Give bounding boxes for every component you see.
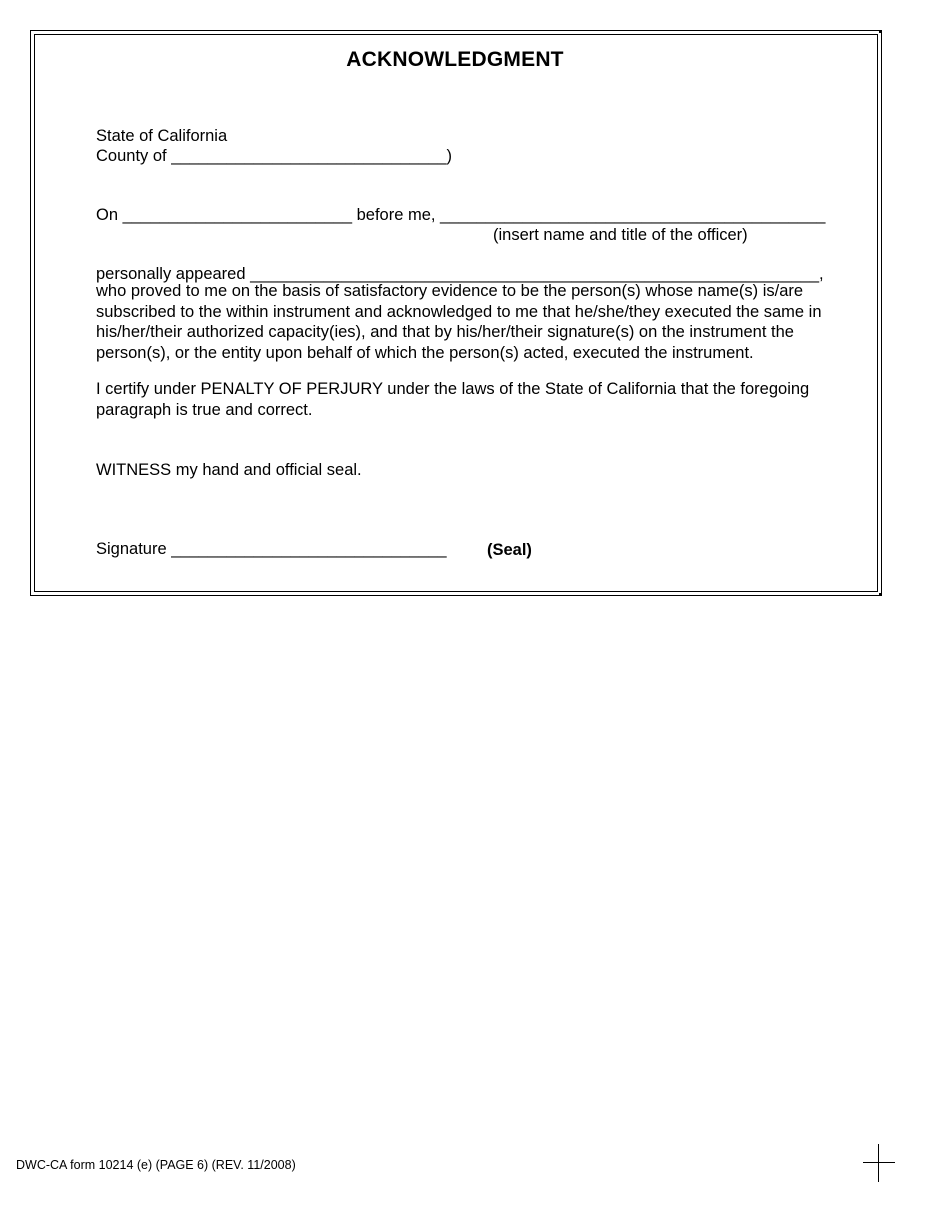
- crop-mark-vertical: [878, 1144, 879, 1182]
- witness-statement: WITNESS my hand and official seal.: [96, 461, 362, 479]
- perjury-certification: I certify under PENALTY OF PERJURY under the laws of the State of California that the foregoing paragraph is true and correct.: [96, 380, 810, 419]
- state-label: State of California: [96, 127, 228, 145]
- signature-line: Signature ______________________________: [96, 540, 447, 558]
- crop-mark-horizontal: [863, 1162, 895, 1163]
- date-officer-line: On _________________________ before me, __________________________________________: [96, 206, 826, 224]
- frame-corner-mark: [879, 593, 882, 596]
- document-title: ACKNOWLEDGMENT: [346, 48, 564, 71]
- personally-appeared-line: personally appeared ______________________________________________________________,: [96, 265, 824, 283]
- county-line: County of ______________________________): [96, 147, 452, 165]
- acknowledgment-paragraph: who proved to me on the basis of satisfactory evidence to be the person(s) whose name(s) is/are subscribed to the within instrument and acknowledged to me that he/she/they executed the same in his/her/their authorized capacity(ies), and that by his/her/their signature(s) on the instrument the person(s), or the entity upon behalf of which the person(s) acted, executed the instrument.: [96, 282, 822, 362]
- frame-corner-mark: [879, 30, 882, 33]
- form-footer: DWC-CA form 10214 (e) (PAGE 6) (REV. 11/2008): [16, 1158, 296, 1172]
- officer-caption: (insert name and title of the officer): [493, 226, 748, 244]
- seal-label: (Seal): [487, 541, 532, 559]
